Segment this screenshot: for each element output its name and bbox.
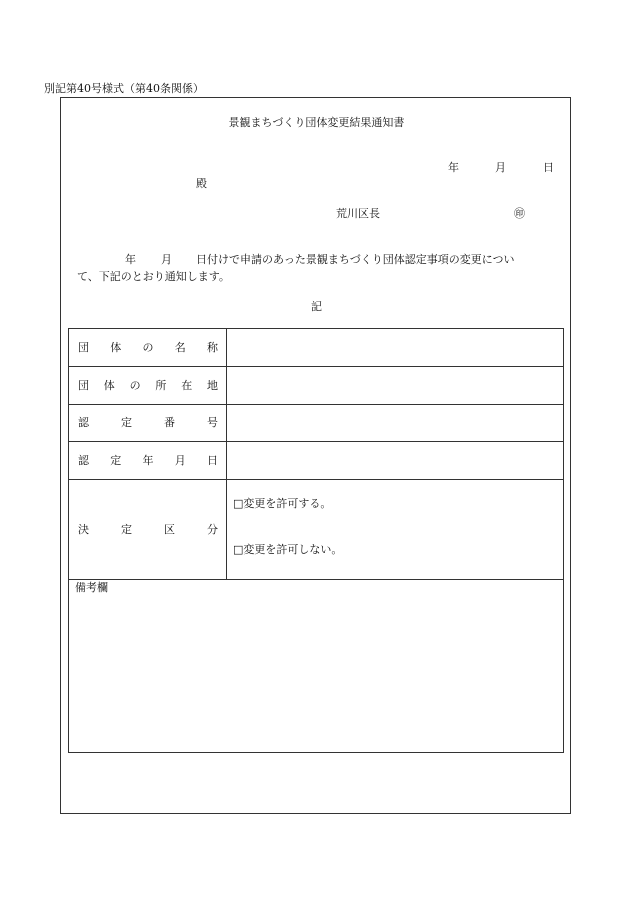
label-char: 決: [78, 523, 89, 536]
label-char: 日: [207, 454, 218, 467]
label-char: 体: [110, 341, 122, 354]
label-char: 月: [174, 454, 186, 467]
label-char: 区: [164, 523, 175, 536]
remarks-label: 備考欄: [75, 581, 108, 594]
label-char: 認: [78, 454, 89, 467]
row-divider: [69, 404, 563, 405]
label-char: 地: [206, 379, 218, 392]
form-title: 景観まちづくり団体変更結果通知書: [228, 116, 405, 129]
row-divider: [69, 366, 563, 367]
body-month-label: 月: [161, 253, 172, 266]
row-divider: [69, 479, 563, 480]
addressee-suffix: 殿: [196, 177, 207, 190]
body-text-line1: 日付けで申請のあった景観まちづくり団体認定事項の変更につい: [196, 253, 515, 266]
date-month-label: 月: [495, 161, 506, 174]
date-day-label: 日: [543, 161, 554, 174]
label-char: 定: [121, 523, 132, 536]
label-char: の: [129, 379, 141, 392]
label-char: 号: [207, 416, 218, 429]
body-text-line2: て、下記のとおり通知します。: [77, 270, 230, 283]
label-char: 団: [78, 341, 89, 354]
row-divider: [69, 441, 563, 442]
form-frame: [60, 97, 571, 814]
label-char: 体: [103, 379, 115, 392]
label-char: 所: [155, 379, 167, 392]
form-number: 別記第40号様式（第40条関係）: [44, 82, 204, 95]
body-year-label: 年: [125, 253, 136, 266]
ki-heading: 記: [311, 300, 322, 313]
row-label-decision-type: [78, 524, 218, 535]
label-char: の: [142, 341, 154, 354]
label-char: 団: [78, 379, 89, 392]
label-char: 在: [181, 379, 193, 392]
row-label-group-address: [78, 380, 218, 391]
label-char: 年: [142, 454, 154, 467]
issuer-name: 荒川区長: [336, 207, 380, 220]
date-year-label: 年: [448, 161, 459, 174]
info-table: [68, 328, 564, 753]
row-divider: [69, 579, 563, 580]
label-char: 定: [121, 416, 132, 429]
decision-option-approve[interactable]: □変更を許可する。: [233, 497, 332, 510]
label-char: 名: [174, 341, 186, 354]
row-label-certification-date: [78, 455, 218, 466]
label-char: 分: [207, 523, 218, 536]
decision-option-deny[interactable]: □変更を許可しない。: [233, 543, 343, 556]
label-char: 番: [164, 416, 175, 429]
seal-icon: ㊞: [514, 207, 525, 220]
row-label-certification-number: [78, 417, 218, 428]
label-char: 定: [110, 454, 122, 467]
label-char: 認: [78, 416, 89, 429]
label-char: 称: [207, 341, 218, 354]
row-label-group-name: [78, 342, 218, 353]
